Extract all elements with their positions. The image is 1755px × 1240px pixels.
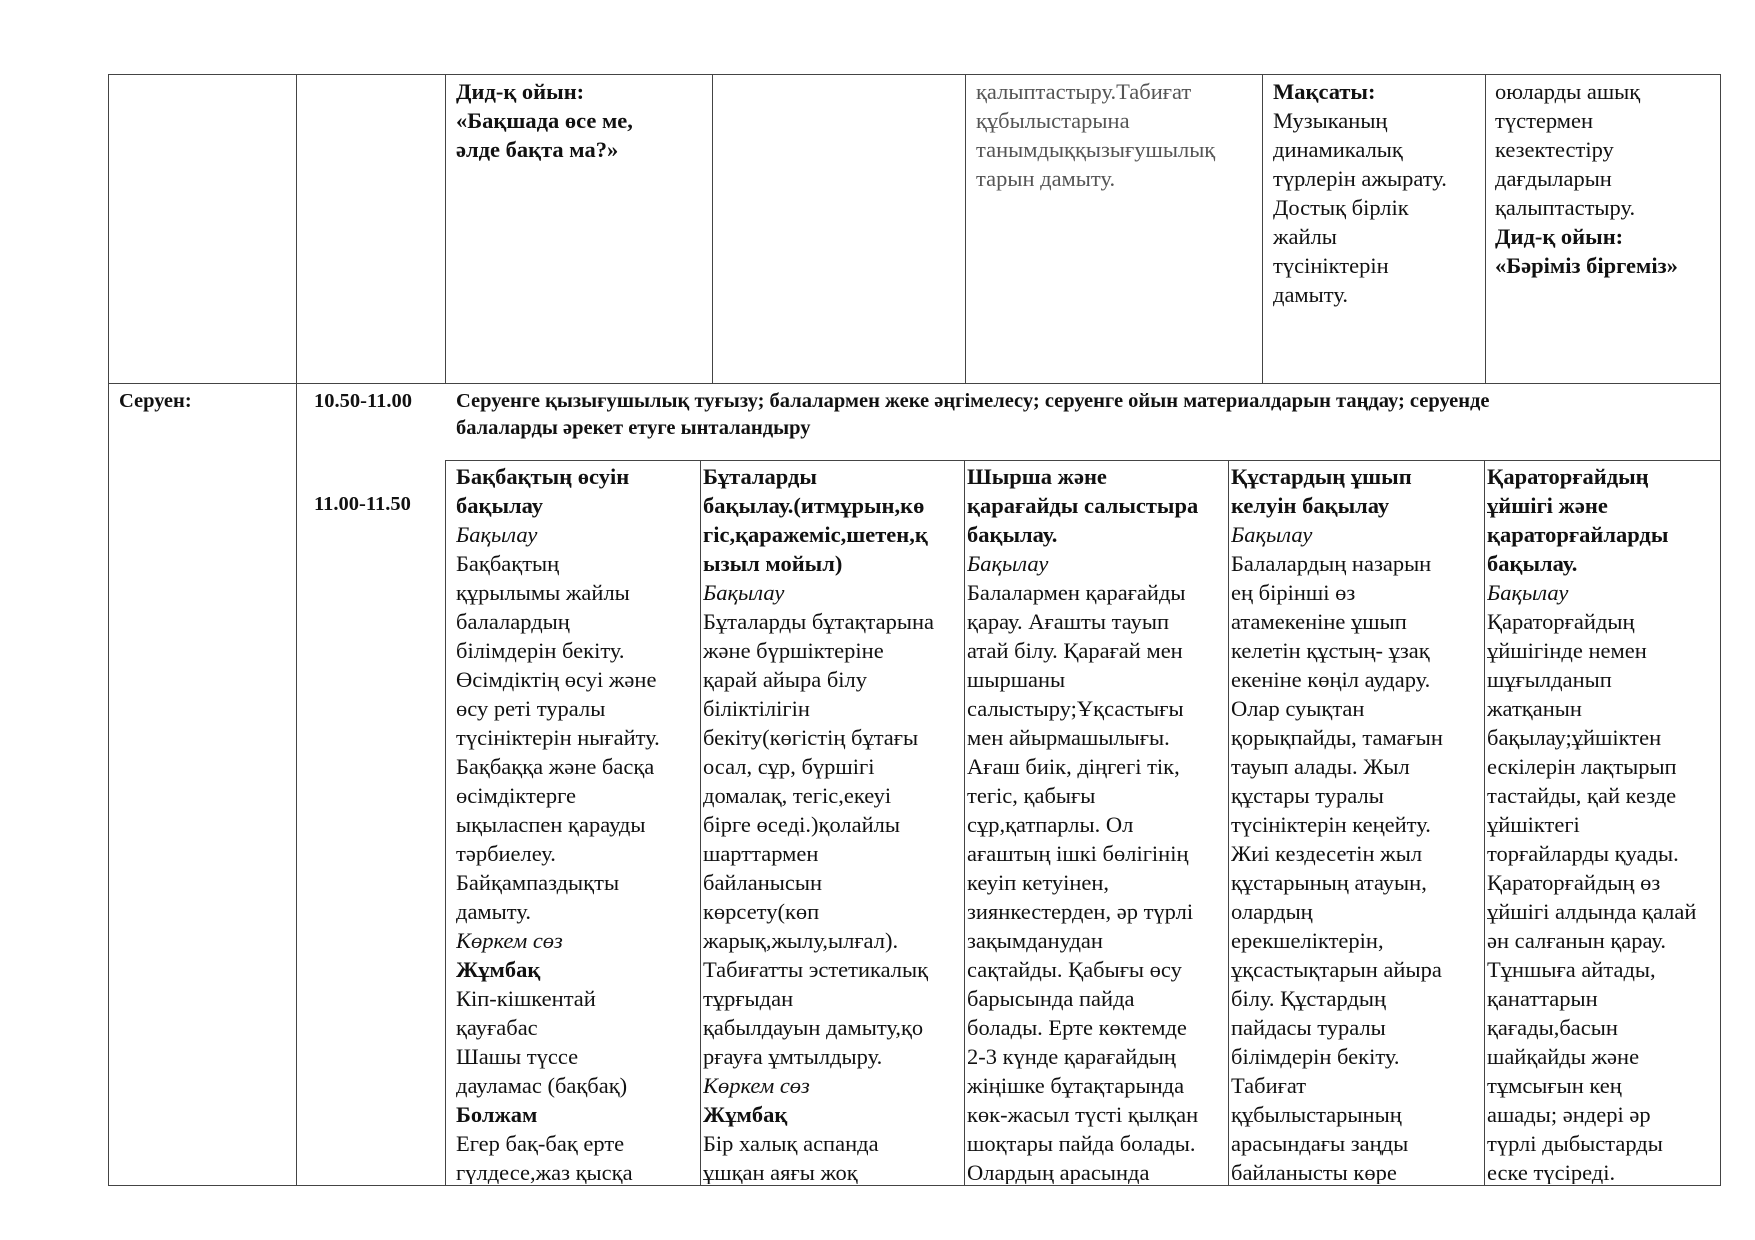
cell-line: Бұталарды [703, 464, 817, 489]
cell-line: Достық бірлік [1273, 195, 1409, 220]
cell-line: тұмсығын кең [1487, 1073, 1622, 1098]
cell-line: шыршаны [967, 667, 1066, 692]
walk-time-1: 10.50-11.00 [314, 390, 412, 412]
cell-line: олардың [1231, 899, 1313, 924]
cell-line: Болжам [456, 1102, 538, 1127]
cell-line: болады. Ерте көктемде [967, 1015, 1187, 1040]
cell-line: қағады,басын [1487, 1015, 1618, 1040]
cell-line: байланысын [703, 870, 822, 895]
cell-line: ұйшігінде немен [1487, 638, 1647, 663]
cell-line: ескілерін лақтырып [1487, 754, 1677, 779]
cell-line: осал, сұр, бүршігі [703, 754, 875, 779]
cell-line: Өсімдіктің өсуі және [456, 667, 657, 692]
cell-line: Шашы түссе [456, 1044, 579, 1069]
cell-line: қарай айыра білу [703, 667, 868, 692]
cell-line: түрлі дыбыстарды [1487, 1131, 1663, 1156]
cell-line: бақылау;ұйшіктен [1487, 725, 1662, 750]
cell-line: қалыптастыру. [1495, 195, 1636, 220]
cell-line: түсініктерін кеңейту. [1231, 812, 1431, 837]
cell-line: бақылау. [967, 522, 1058, 547]
starling-observation-cell [1487, 462, 1719, 1184]
cell-line: «Бәріміз біргеміз» [1495, 253, 1678, 278]
cell-line: қорықпайды, тамағын [1231, 725, 1443, 750]
cell-line: құбылыстарының [1231, 1102, 1402, 1127]
cell-line: Бақылау [967, 551, 1049, 576]
cell-line: кезектестіру [1495, 137, 1614, 162]
cell-line: түсініктерін [1273, 253, 1389, 278]
cell-line: бақылау.(итмұрын,кө [703, 493, 925, 518]
cell-line: ұйшігі және [1487, 493, 1608, 518]
cell-line: Тұншыға айтады, [1487, 957, 1656, 982]
cell-line: тұрғыдан [703, 986, 794, 1011]
cell-line: Шырша және [967, 464, 1107, 489]
top-row-goal-continuation-cell [976, 77, 1260, 377]
birds-arrival-observation-cell [1231, 462, 1483, 1184]
cell-line: жайлы [1273, 224, 1337, 249]
cell-line: салыстыру;Ұқсастығы [967, 696, 1184, 721]
cell-line: тастайды, қай кезде [1487, 783, 1677, 808]
cell-line: Қараторғайдың [1487, 609, 1635, 634]
cell-line: Құстардың ұшып [1231, 464, 1412, 489]
cell-line: Көркем сөз [703, 1073, 810, 1098]
cell-line: қарау. Ағашты тауып [967, 609, 1169, 634]
cell-line: және бүршіктеріне [703, 638, 884, 663]
cell-line: Жұмбақ [456, 957, 541, 982]
cell-line: ән салғанын қарау. [1487, 928, 1667, 953]
cell-line: бақылау [456, 493, 544, 518]
cell-line: келуін бақылау [1231, 493, 1390, 518]
walk-summary [456, 388, 1718, 458]
cell-line: ызыл мойыл) [703, 551, 843, 576]
cell-line: сақтайды. Қабығы өсу [967, 957, 1182, 982]
cell-line: Ағаш биік, діңгегі тік, [967, 754, 1180, 779]
cell-line: танымдыққызығушылық [976, 137, 1216, 162]
cell-line: Олар суықтан [1231, 696, 1365, 721]
cell-line: Дид-қ ойын: [1495, 224, 1624, 249]
cell-line: қалыптастыру.Табиғат [976, 79, 1192, 104]
cell-line: келетін құстың- ұзақ [1231, 638, 1430, 663]
cell-line: шарттармен [703, 841, 819, 866]
cell-line: пайдасы туралы [1231, 1015, 1386, 1040]
cell-line: тарын дамыту. [976, 166, 1116, 191]
cell-line: әлде бақта ма?» [456, 137, 619, 162]
cell-line: құрылымы жайлы [456, 580, 630, 605]
cell-line: ұшқан аяғы жоқ [703, 1160, 858, 1184]
cell-line: шоқтары пайда болады. [967, 1131, 1196, 1156]
cell-line: түстермен [1495, 108, 1594, 133]
cell-line: Олардың арасында [967, 1160, 1150, 1184]
cell-line: жіңішке бұтақтарында [967, 1073, 1185, 1098]
cell-line: бекіту(көгістің бұтағы [703, 725, 919, 750]
cell-line: атай білу. Қарағай мен [967, 638, 1183, 663]
cell-line: Бақбақтың [456, 551, 560, 576]
cell-line: Табиғат [1231, 1073, 1307, 1098]
cell-line: Жиі кездесетін жыл [1231, 841, 1423, 866]
cell-line: тауып алады. Жыл [1231, 754, 1410, 779]
cell-line: білу. Құстардың [1231, 986, 1387, 1011]
cell-line: көк-жасыл түсті қылқан [967, 1102, 1199, 1127]
cell-line: гүлдесе,жаз қысқа [456, 1160, 633, 1184]
cell-line: түсініктерін нығайту. [456, 725, 660, 750]
cell-line: Егер бақ-бақ ерте [456, 1131, 625, 1156]
cell-line: Музыканың [1273, 108, 1388, 133]
cell-line: зиянкестерден, әр түрлі [967, 899, 1194, 924]
cell-line: Бақылау [456, 522, 538, 547]
cell-line: екеніне көңіл аудару. [1231, 667, 1431, 692]
cell-line: жатқанын [1487, 696, 1582, 721]
cell-line: Бақбақтың өсуін [456, 464, 630, 489]
cell-line: торғайларды қуады. [1487, 841, 1679, 866]
cell-line: түрлерін ажырату. [1273, 166, 1447, 191]
cell-line: Дид-қ ойын: [456, 79, 585, 104]
cell-line: қауғабас [456, 1015, 538, 1040]
cell-line: Балалармен қарағайды [967, 580, 1186, 605]
cell-line: біліктілігін [703, 696, 810, 721]
cell-line: ағаштың ішкі бөлігінің [967, 841, 1189, 866]
cell-line: бақылау. [1487, 551, 1578, 576]
cell-line: ерекшеліктерін, [1231, 928, 1384, 953]
walk-label: Серуен: [119, 390, 192, 412]
cell-line: ұйшігі алдында қалай [1487, 899, 1697, 924]
cell-line: көрсету(көп [703, 899, 820, 924]
top-row-game-cell [456, 77, 708, 377]
cell-line: Балалардың назарын [1231, 551, 1432, 576]
walk-summary-line-2: балаларды әрекет етуге ынталандыру [456, 417, 811, 439]
cell-line: рғауға ұмтылдыру. [703, 1044, 883, 1069]
spruce-pine-observation-cell [967, 462, 1227, 1184]
top-row-music-goal-cell [1273, 77, 1483, 377]
cell-line: Бақылау [703, 580, 785, 605]
cell-line: Кіп-кішкентай [456, 986, 596, 1011]
cell-line: байланысты көре [1231, 1160, 1397, 1184]
walk-time-2: 11.00-11.50 [314, 493, 411, 515]
cell-line: мен айырмашылығы. [967, 725, 1170, 750]
cell-line: қабылдауын дамыту,қо [703, 1015, 924, 1040]
cell-line: қанаттарын [1487, 986, 1598, 1011]
cell-line: қараторғайларды [1487, 522, 1669, 547]
cell-line: арасындағы заңды [1231, 1131, 1409, 1156]
cell-line: құстары туралы [1231, 783, 1384, 808]
cell-line: оюларды ашық [1495, 79, 1641, 104]
cell-line: ең бірінші өз [1231, 580, 1356, 605]
cell-line: ұқсастықтарын айыра [1231, 957, 1442, 982]
cell-line: динамикалық [1273, 137, 1403, 162]
cell-line: өсімдіктерге [456, 783, 577, 808]
cell-line: зақымданудан [967, 928, 1103, 953]
cell-line: «Бақшада өсе ме, [456, 108, 633, 133]
cell-line: Қараторғайдың [1487, 464, 1649, 489]
cell-line: Бір халық аспанда [703, 1131, 879, 1156]
walk-summary-line-1: Серуенге қызығушылық туғызу; балалармен жеке әңгімелесу; серуенге ойын материалдарын таңдау; серуенде [456, 390, 1490, 412]
cell-line: Байқампаздықты [456, 870, 620, 895]
cell-line: дауламас (бақбақ) [456, 1073, 628, 1098]
cell-line: дамыту. [456, 899, 531, 924]
cell-line: кеуіп кетуінен, [967, 870, 1110, 895]
cell-line: Мақсаты: [1273, 79, 1376, 104]
cell-line: 2-3 күнде қарағайдың [967, 1044, 1176, 1069]
cell-line: Көркем сөз [456, 928, 563, 953]
cell-line: бірге өседі.)қолайлы [703, 812, 900, 837]
cell-line: құстарының атауын, [1231, 870, 1427, 895]
cell-line: Бұталарды бұтақтарына [703, 609, 935, 634]
cell-line: дағдыларын [1495, 166, 1612, 191]
cell-line: білімдерін бекіту. [1231, 1044, 1400, 1069]
cell-line: Бақылау [1487, 580, 1569, 605]
cell-line: тәрбиелеу. [456, 841, 556, 866]
cell-line: тегіс, қабығы [967, 783, 1096, 808]
cell-line: сұр,қатпарлы. Ол [967, 812, 1134, 837]
cell-line: атамекеніне ұшып [1231, 609, 1407, 634]
cell-line: Бақбаққа және басқа [456, 754, 655, 779]
shrubs-observation-cell [703, 462, 963, 1184]
cell-line: шұғылданып [1487, 667, 1612, 692]
cell-line: еске түсіреді. [1487, 1160, 1616, 1184]
cell-line: ашады; әндері әр [1487, 1102, 1651, 1127]
cell-line: Табиғатты эстетикалық [703, 957, 929, 982]
cell-line: құбылыстарына [976, 108, 1130, 133]
dandelion-observation-cell [456, 462, 698, 1184]
cell-line: қарағайды салыстыра [967, 493, 1199, 518]
cell-line: Бақылау [1231, 522, 1313, 547]
cell-line: гіс,қаражеміс,шетен,қ [703, 522, 928, 547]
cell-line: дамыту. [1273, 282, 1348, 307]
cell-line: ықыласпен қарауды [456, 812, 646, 837]
top-row-ornament-cell [1495, 77, 1719, 377]
cell-line: барысында пайда [967, 986, 1135, 1011]
cell-line: домалақ, тегіс,екеуі [703, 783, 892, 808]
cell-line: шайқайды және [1487, 1044, 1640, 1069]
cell-line: балалардың [456, 609, 570, 634]
cell-line: Жұмбақ [703, 1102, 788, 1127]
cell-line: Қараторғайдың өз [1487, 870, 1661, 895]
cell-line: жарық,жылу,ылғал). [703, 928, 899, 953]
cell-line: ұйшіктегі [1487, 812, 1580, 837]
cell-line: өсу реті туралы [456, 696, 606, 721]
cell-line: білімдерін бекіту. [456, 638, 625, 663]
